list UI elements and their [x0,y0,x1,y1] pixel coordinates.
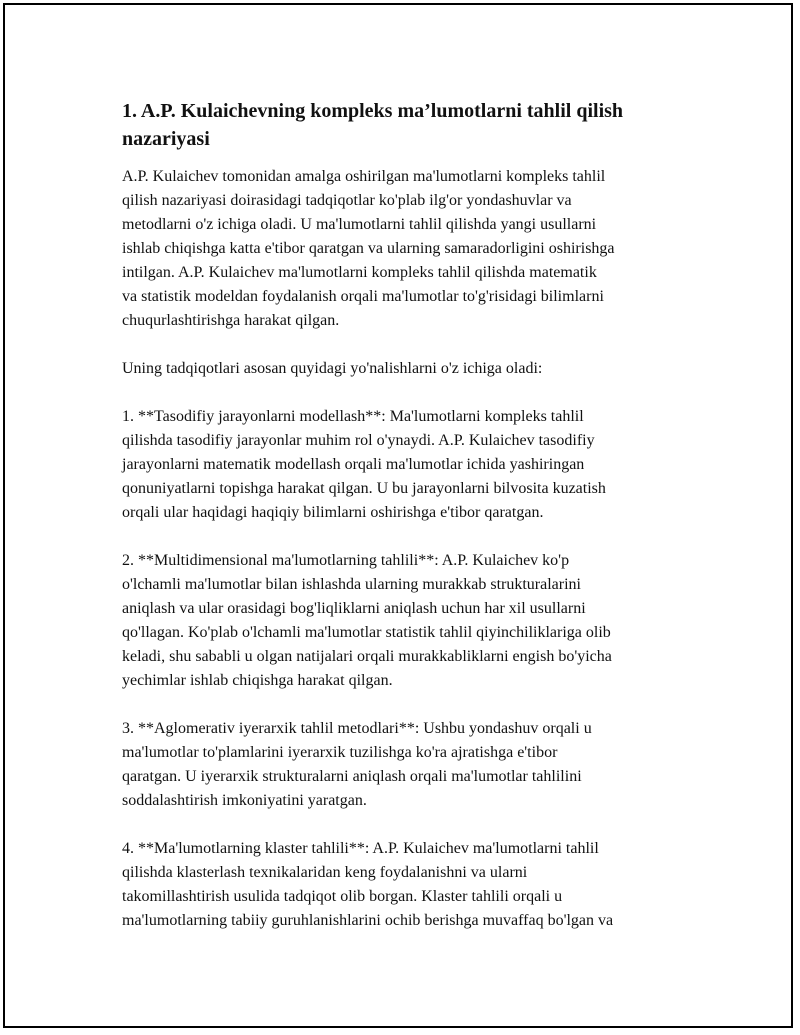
text-line: 1. **Tasodifiy jarayonlarni modellash**: Ma'lumotlarni kompleks tahlil [122,408,584,425]
text-line: ishlab chiqishga katta e'tibor qaratgan va ularning samaradorligini oshirishga [122,240,615,257]
text-line: qo'llagan. Ko'plab o'lchamli ma'lumotlar statistik tahlil qiyinchiliklariga olib [122,624,611,641]
text-line: keladi, shu sababli u olgan natijalari orqali murakkabliklarni engish bo'yicha [122,648,612,665]
text-line: 3. **Aglomerativ iyerarxik tahlil metodlari**: Ushbu yondashuv orqali u [122,720,592,737]
text-line: intilgan. A.P. Kulaichev ma'lumotlarni kompleks tahlil qilishda matematik [122,264,597,281]
paragraph-intro [122,165,700,333]
paragraph-directions [122,357,700,381]
text-line: o'lchamli ma'lumotlar bilan ishlashda ularning murakkab strukturalarini [122,576,581,593]
section-heading [122,97,700,153]
text-line: metodlarni o'z ichiga oladi. U ma'lumotlarni tahlil qilishda yangi usullarni [122,216,597,233]
text-line: yechimlar ishlab chiqishga harakat qilgan. [122,672,393,689]
text-line: Uning tadqiqotlari asosan quyidagi yo'nalishlarni o'z ichiga oladi: [122,360,543,377]
text-line: jarayonlarni matematik modellash orqali ma'lumotlar ichida yashiringan [122,456,585,473]
text-line: takomillashtirish usulida tadqiqot olib borgan. Klaster tahlili orqali u [122,888,563,905]
text-line: A.P. Kulaichev tomonidan amalga oshirilgan ma'lumotlarni kompleks tahlil [122,168,606,185]
heading-line: 1. A.P. Kulaichevning kompleks ma’lumotlarni tahlil qilish [122,100,624,122]
page-frame [3,3,793,1028]
heading-line: nazariyasi [122,128,210,150]
text-line: qonuniyatlarni topishga harakat qilgan. U bu jarayonlarni bilvosita kuzatish [122,480,606,497]
text-line: orqali ular haqidagi haqiqiy bilimlarni oshirishga e'tibor qaratgan. [122,504,544,521]
document-body [122,97,700,957]
text-line: aniqlash va ular orasidagi bog'liqliklarni aniqlash uchun har xil usullarni [122,600,586,617]
paragraph-item-1 [122,405,700,525]
text-line: qilishda tasodifiy jarayonlar muhim rol o'ynaydi. A.P. Kulaichev tasodifiy [122,432,595,449]
text-line: 2. **Multidimensional ma'lumotlarning tahlili**: A.P. Kulaichev ko'p [122,552,570,569]
text-line: qaratgan. U iyerarxik strukturalarni aniqlash orqali ma'lumotlar tahlilini [122,768,582,785]
text-line: va statistik modeldan foydalanish orqali ma'lumotlar to'g'risidagi bilimlarni [122,288,604,305]
text-line: qilishda klasterlash texnikalaridan keng foydalanishni va ularni [122,864,528,881]
paragraph-item-3 [122,717,700,813]
paragraph-item-2 [122,549,700,693]
text-line: soddalashtirish imkoniyatini yaratgan. [122,792,367,809]
paragraph-item-4 [122,837,700,933]
text-line: chuqurlashtirishga harakat qilgan. [122,312,340,329]
text-line: ma'lumotlarning tabiiy guruhlanishlarini ochib berishga muvaffaq bo'lgan va [122,912,614,929]
text-line: qilish nazariyasi doirasidagi tadqiqotlar ko'plab ilg'or yondashuvlar va [122,192,572,209]
text-line: ma'lumotlar to'plamlarini iyerarxik tuzilishga ko'ra ajratishga e'tibor [122,744,558,761]
text-line: 4. **Ma'lumotlarning klaster tahlili**: A.P. Kulaichev ma'lumotlarni tahlil [122,840,599,857]
